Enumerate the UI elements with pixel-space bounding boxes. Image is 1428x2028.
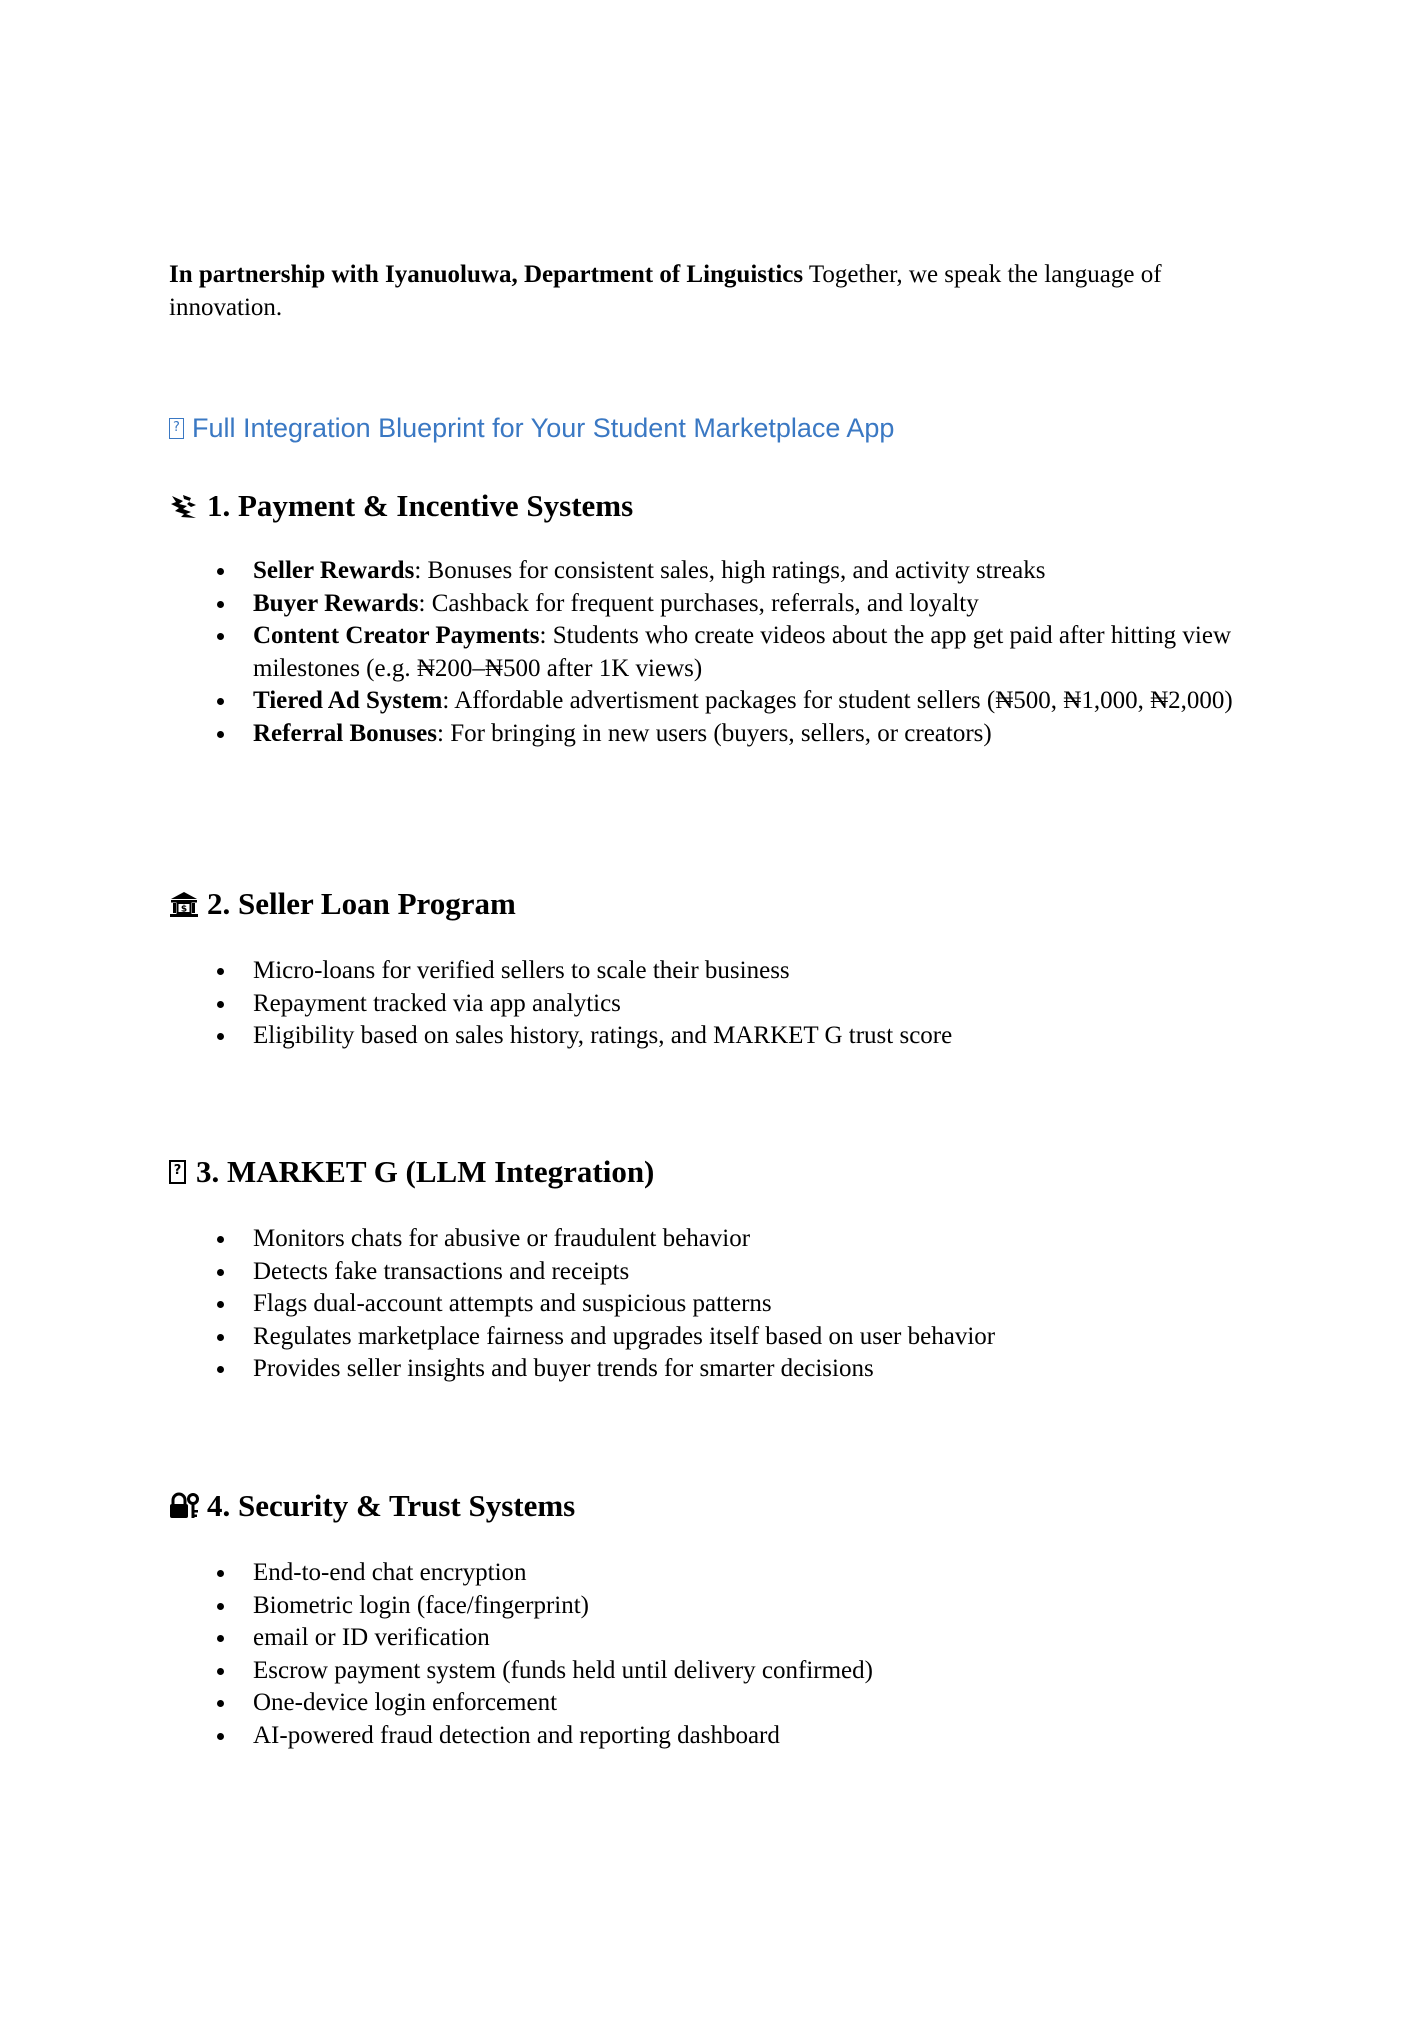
list-item: Micro-loans for verified sellers to scale their business (169, 955, 1279, 988)
list-item (169, 555, 1279, 588)
list-item: email or ID verification (169, 1622, 1279, 1655)
item-label: Buyer Rewards (253, 589, 419, 617)
item-text: : Students who create videos about the app get paid after hitting view milestones (e.g. ₦200–₦500 after 1K views) (253, 622, 1232, 682)
list-item: Monitors chats for abusive or fraudulent behavior (169, 1223, 1279, 1256)
missing-glyph-icon: ? (169, 1160, 186, 1184)
list-item (169, 620, 1293, 685)
list-item: Repayment tracked via app analytics (169, 988, 1279, 1021)
list-item: Biometric login (face/fingerprint) (169, 1590, 1279, 1623)
item-text: : Cashback for frequent purchases, referrals, and loyalty (418, 589, 979, 617)
bank-icon (169, 890, 199, 918)
list-item: Escrow payment system (funds held until delivery confirmed) (169, 1655, 1279, 1688)
lock-key-icon (169, 1492, 199, 1520)
market-g-bullet-list (169, 1223, 1279, 1386)
list-item: Detects fake transactions and receipts (169, 1256, 1279, 1289)
list-item (169, 718, 1279, 751)
item-label: Content Creator Payments (253, 622, 540, 649)
svg-text:$: $ (180, 904, 188, 915)
section-title: 4. Security & Trust Systems (207, 1488, 576, 1523)
list-item (169, 588, 1279, 621)
item-text: : For bringing in new users (buyers, sellers, or creators) (437, 719, 992, 747)
section-heading-loan (169, 884, 516, 924)
item-label: Seller Rewards (253, 557, 415, 584)
section-title: 1. Payment & Incentive Systems (207, 488, 634, 523)
list-item: Flags dual-account attempts and suspicious patterns (169, 1288, 1279, 1321)
item-label: Tiered Ad System (253, 687, 443, 714)
item-text: : Bonuses for consistent sales, high ratings, and activity streaks (414, 557, 1046, 584)
missing-glyph-icon: ? (169, 418, 184, 439)
partnership-paragraph (169, 258, 1279, 324)
payment-bullet-list (169, 555, 1279, 750)
section-title: 3. MARKET G (LLM Integration) (196, 1154, 655, 1189)
blueprint-title (169, 410, 894, 446)
list-item: One-device login enforcement (169, 1687, 1279, 1720)
section-title: 2. Seller Loan Program (207, 886, 516, 921)
item-label: Referral Bonuses (253, 719, 437, 747)
section-heading-payment (169, 486, 633, 526)
money-wings-icon (169, 492, 199, 520)
partnership-bold: In partnership with Iyanuoluwa, Department of Linguistics (169, 261, 804, 288)
list-item: Regulates marketplace fairness and upgrades itself based on user behavior (169, 1321, 1279, 1354)
blueprint-title-text: Full Integration Blueprint for Your Student Marketplace App (192, 413, 895, 443)
security-bullet-list (169, 1557, 1279, 1752)
list-item: Eligibility based on sales history, ratings, and MARKET G trust score (169, 1020, 1279, 1053)
section-heading-security (169, 1486, 575, 1526)
loan-bullet-list (169, 955, 1279, 1053)
list-item: End-to-end chat encryption (169, 1557, 1279, 1590)
list-item (169, 685, 1279, 718)
partnership-tagline: Together, we speak the language of innovation. (169, 261, 1162, 321)
item-text: : Affordable advertisment packages for student sellers (₦500, ₦1,000, ₦2,000) (442, 687, 1233, 714)
section-heading-market-g (169, 1152, 654, 1192)
list-item: AI-powered fraud detection and reporting dashboard (169, 1720, 1279, 1753)
list-item: Provides seller insights and buyer trends for smarter decisions (169, 1353, 1279, 1386)
